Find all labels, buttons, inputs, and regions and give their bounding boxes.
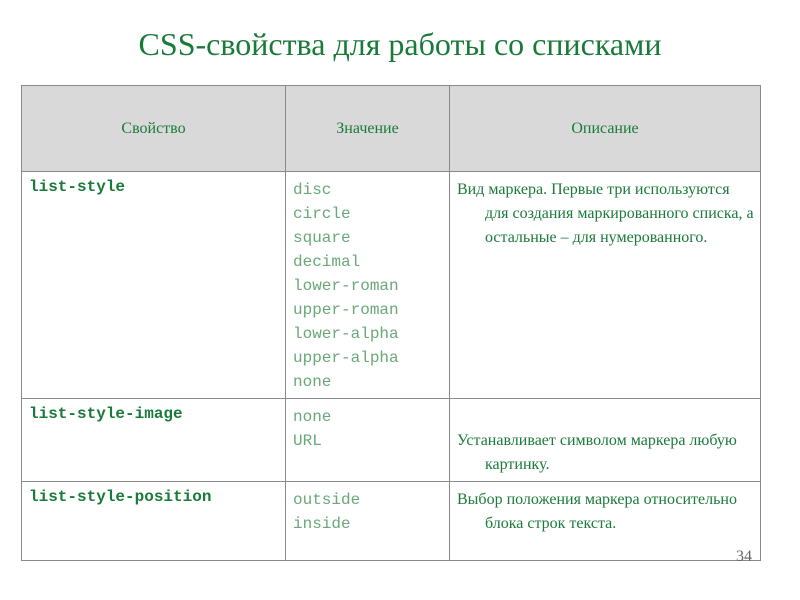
value-item: square: [293, 229, 351, 247]
value-item: circle: [293, 205, 351, 223]
description-text: Выбор положения маркера относительно блока строк текста.: [457, 491, 737, 532]
value-item: upper-roman: [293, 301, 399, 319]
table-header-row: [22, 86, 761, 172]
value-list: [286, 172, 450, 399]
header-value: Значение: [286, 86, 450, 172]
value-list: [286, 482, 450, 561]
value-item: disc: [293, 181, 332, 199]
value-item: URL: [293, 432, 322, 450]
slide-title: CSS-свойства для работы со списками: [138, 26, 662, 62]
page-number: 34: [736, 548, 752, 565]
value-item: decimal: [293, 253, 361, 271]
header-description: Описание: [450, 86, 761, 172]
property-name: list-style-position: [22, 482, 286, 561]
value-item: inside: [293, 515, 351, 533]
description-text: Вид маркера. Первые три используются для создания маркированного списка, а остальные – для нумерованного.: [457, 181, 754, 246]
value-item: none: [293, 408, 332, 426]
value-item: outside: [293, 491, 361, 509]
value-item: none: [293, 373, 332, 391]
description-text: Устанавливает символом маркера любую картинку.: [457, 432, 737, 473]
description-cell: [450, 399, 761, 482]
property-name: list-style-image: [22, 399, 286, 482]
table-row: [22, 482, 761, 561]
property-name: list-style: [22, 172, 286, 399]
table-row: [22, 399, 761, 482]
value-item: lower-roman: [293, 277, 399, 295]
description-cell: [450, 172, 761, 399]
value-item: upper-alpha: [293, 349, 399, 367]
value-item: lower-alpha: [293, 325, 399, 343]
value-list: [286, 399, 450, 482]
header-property: Свойство: [22, 86, 286, 172]
table-row: [22, 172, 761, 399]
properties-table: [21, 85, 761, 561]
description-cell: [450, 482, 761, 561]
